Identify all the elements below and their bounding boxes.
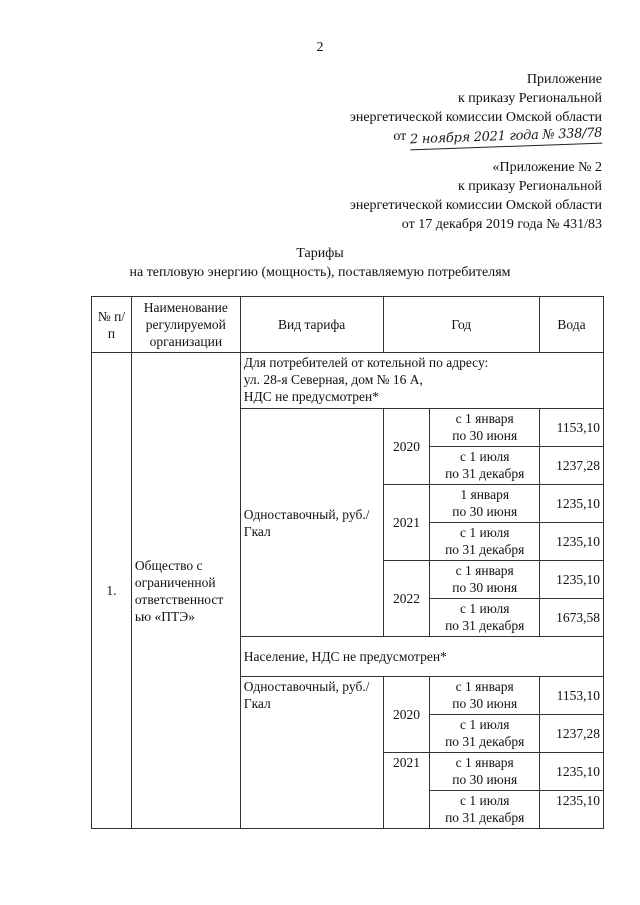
appendix-line: Приложение — [526, 72, 602, 87]
appendix-line: к приказу Региональной — [457, 179, 602, 194]
appendix-line: энергетической комиссии Омской области — [349, 110, 602, 125]
period-cell: с 1 января по 30 июня — [430, 561, 540, 599]
appendix-date-prefix: от — [393, 129, 407, 144]
caption-line: ул. 28-я Северная, дом № 16 А, — [243, 372, 423, 387]
period-cell: с 1 января по 30 июня — [430, 677, 540, 715]
section1-caption — [240, 353, 603, 409]
appendix-line: «Приложение № 2 — [492, 160, 602, 175]
period-cell: с 1 июля по 31 декабря — [430, 715, 540, 753]
period-cell: с 1 июля по 31 декабря — [430, 599, 540, 637]
header-water: Вода — [540, 297, 604, 353]
row-number: 1. — [92, 353, 132, 829]
title-subtitle: на тепловую энергию (мощность), поставляемую потребителям — [129, 265, 511, 280]
organization-name: Общество с ограниченной ответственност ью «ПТЭ» — [131, 353, 240, 829]
header-year: Год — [383, 297, 540, 353]
period-cell: с 1 июля по 31 декабря — [430, 523, 540, 561]
value-cell: 1153,10 — [540, 409, 604, 447]
appendix-header — [350, 70, 602, 147]
section2-caption: Население, НДС не предусмотрен* — [240, 637, 603, 677]
appendix-line: к приказу Региональной — [457, 91, 602, 106]
header-num: № п/п — [92, 297, 132, 353]
period-cell: с 1 июля по 31 декабря — [430, 791, 540, 829]
caption-line: НДС не предусмотрен* — [243, 389, 379, 404]
appendix-date-line — [350, 127, 602, 147]
tariff-type: Одноставочный, руб./Гкал — [240, 677, 383, 829]
page-number: 2 — [316, 40, 324, 55]
year-cell: 2021 — [383, 753, 430, 829]
document-title — [0, 244, 640, 282]
header-type: Вид тарифа — [240, 297, 383, 353]
title-line: Тарифы — [296, 246, 344, 261]
header-org: Наименование регулируемой организации — [131, 297, 240, 353]
year-cell: 2022 — [383, 561, 430, 637]
year-cell: 2020 — [383, 677, 430, 753]
table-header-row — [92, 297, 604, 353]
value-cell: 1235,10 — [540, 791, 604, 829]
section-caption-row — [92, 353, 604, 409]
appendix-line: от 17 декабря 2019 года № 431/83 — [401, 217, 602, 232]
value-cell: 1237,28 — [540, 447, 604, 485]
appendix-line: энергетической комиссии Омской области — [349, 198, 602, 213]
period-cell: с 1 января по 30 июня — [430, 753, 540, 791]
previous-appendix-header — [350, 158, 602, 234]
period-cell: с 1 июля по 31 декабря — [430, 447, 540, 485]
value-cell: 1235,10 — [540, 523, 604, 561]
tariff-table — [91, 296, 604, 829]
handwritten-date-number: 2 ноября 2021 года № 338/78 — [410, 124, 603, 151]
value-cell: 1235,10 — [540, 561, 604, 599]
tariff-type: Одноставочный, руб./Гкал — [240, 409, 383, 637]
value-cell: 1235,10 — [540, 485, 604, 523]
value-cell: 1673,58 — [540, 599, 604, 637]
value-cell: 1237,28 — [540, 715, 604, 753]
period-cell: с 1 января по 30 июня — [430, 409, 540, 447]
year-cell: 2021 — [383, 485, 430, 561]
value-cell: 1153,10 — [540, 677, 604, 715]
year-cell: 2020 — [383, 409, 430, 485]
period-cell: 1 января по 30 июня — [430, 485, 540, 523]
value-cell: 1235,10 — [540, 753, 604, 791]
caption-line: Для потребителей от котельной по адресу: — [243, 355, 489, 370]
